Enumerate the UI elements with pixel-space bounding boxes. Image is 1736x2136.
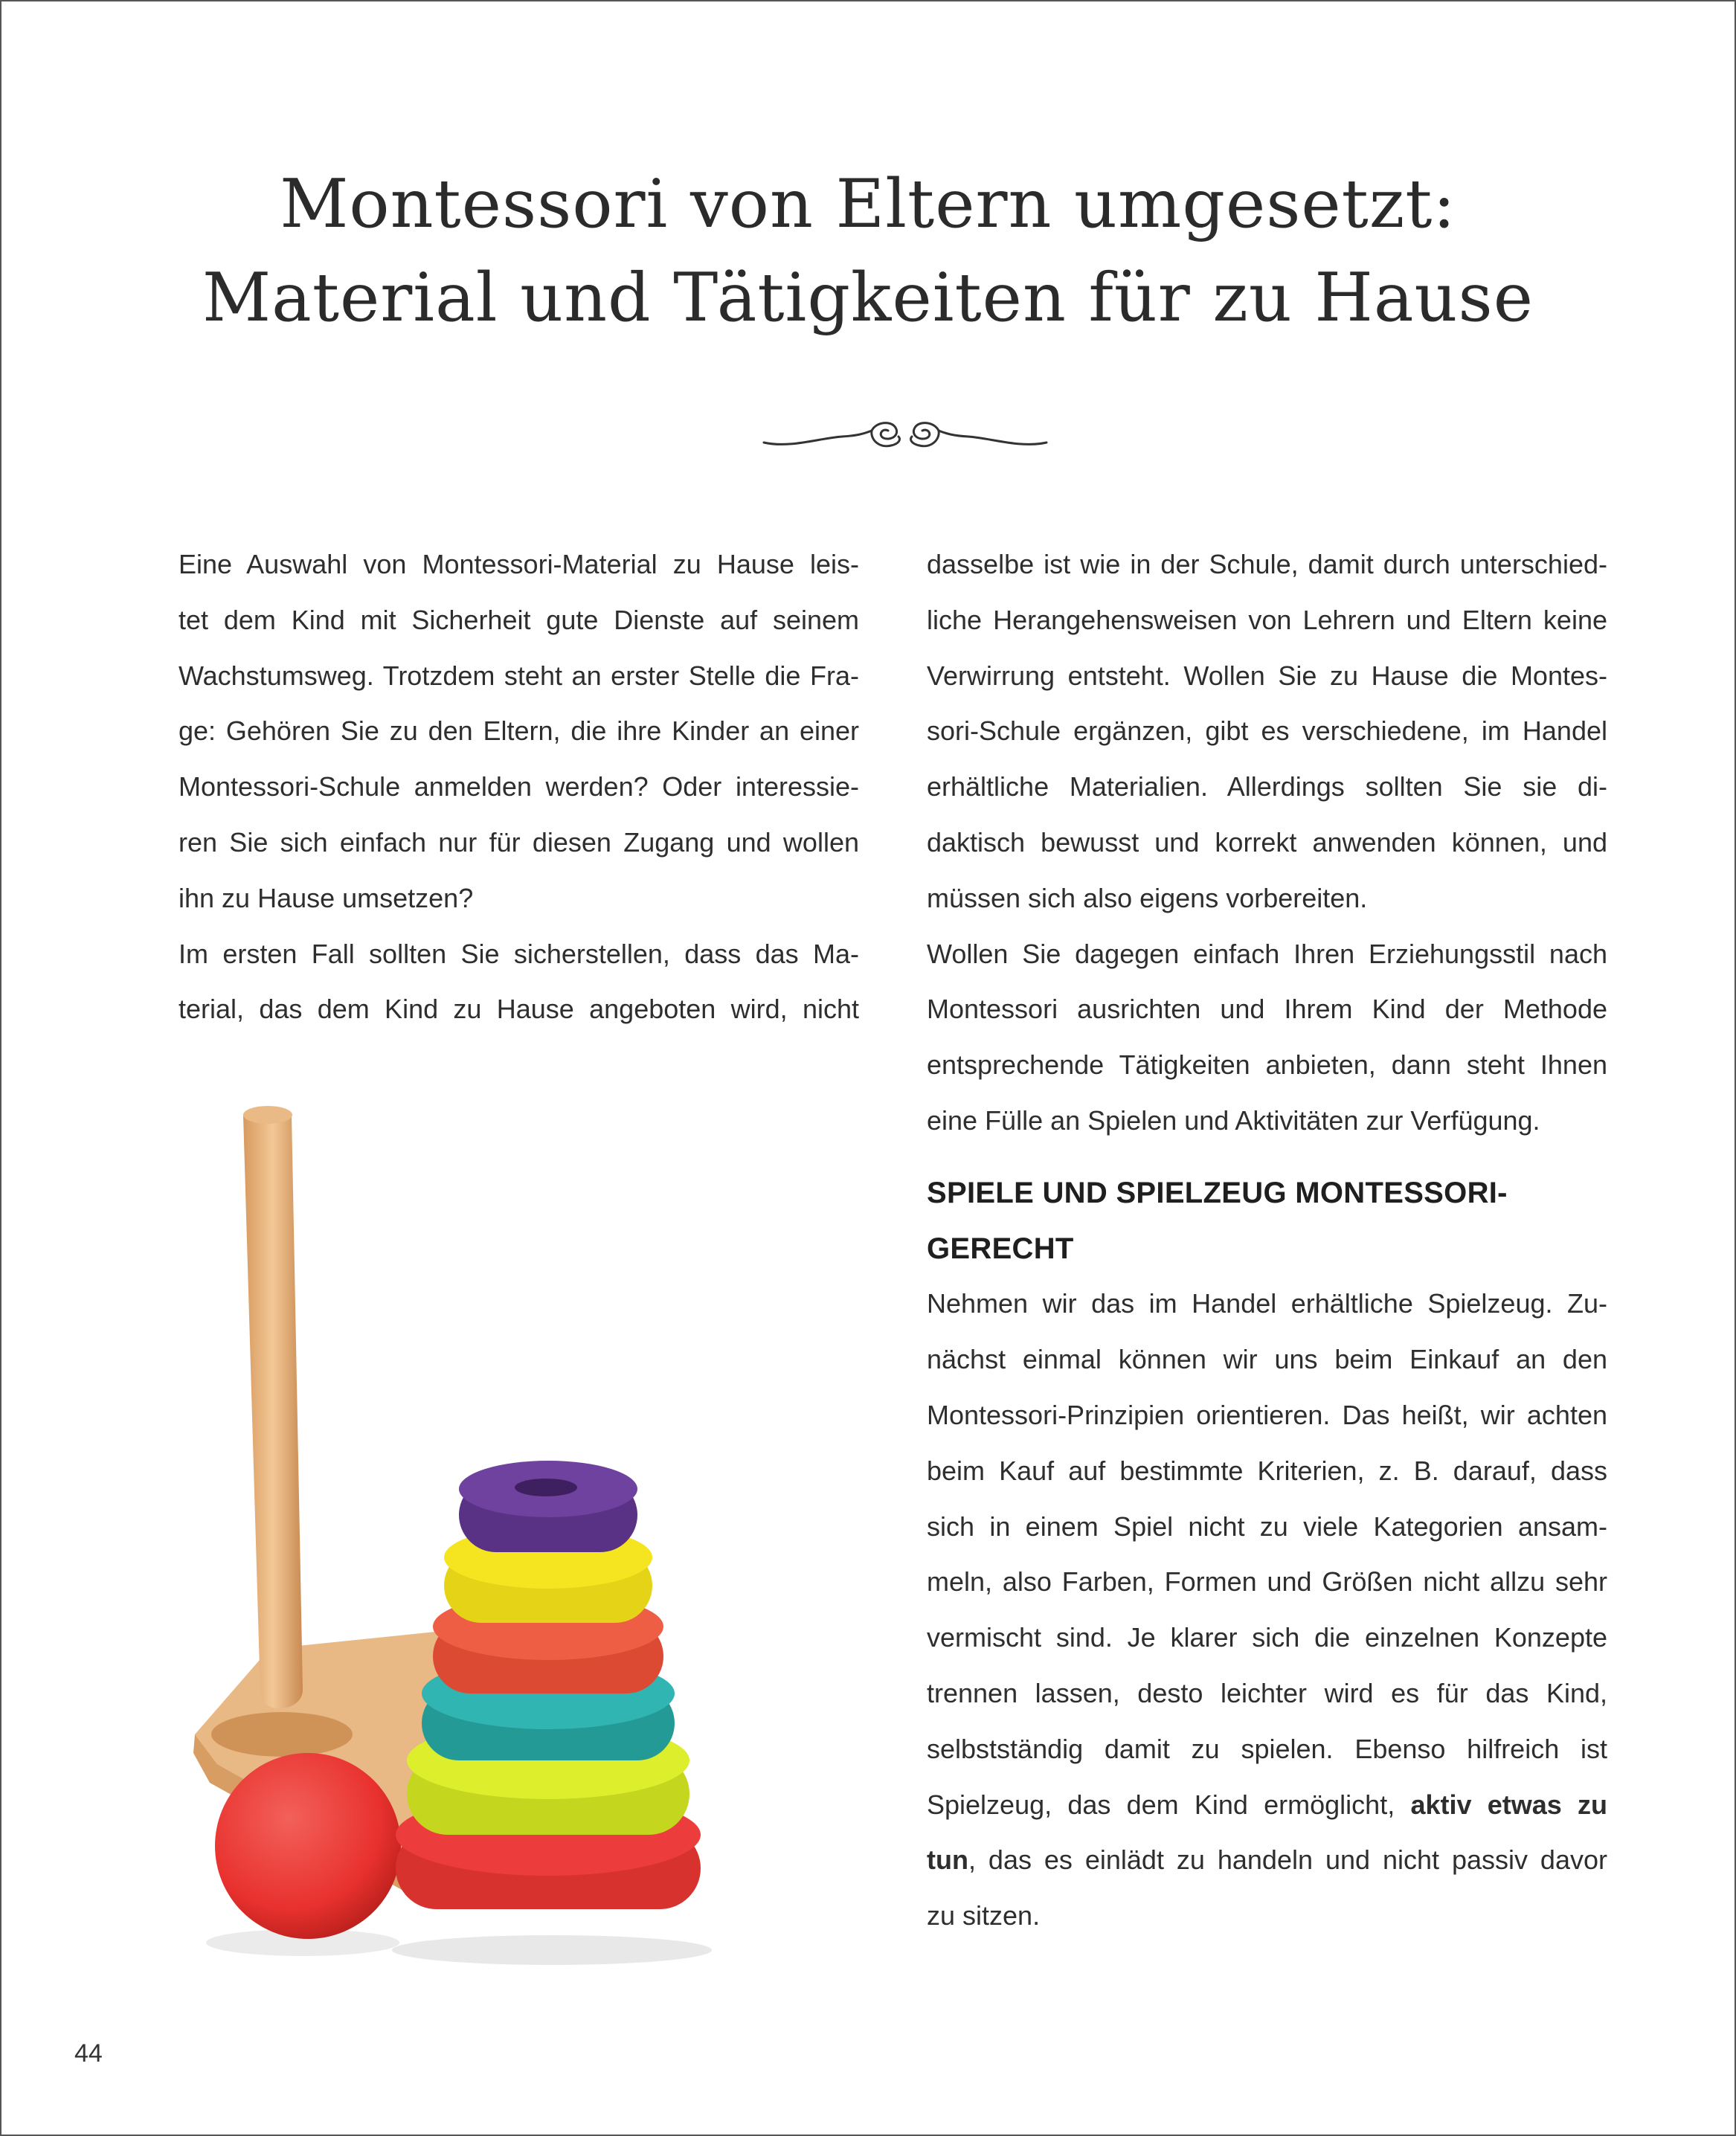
text-line: Wollen Sie dagegen einfach Ihren Erziehungsstil nach: [927, 938, 1607, 969]
title-line-1: Montessori von Eltern umgesetzt:: [280, 165, 1456, 243]
bold-text-run: tun: [927, 1844, 968, 1876]
text-line: Montessori ausrichten und Ihrem Kind der Methode: [927, 994, 1607, 1025]
text-line: müssen sich also eigens vorbereiten.: [927, 882, 1368, 913]
text-line: tet dem Kind mit Sicherheit gute Dienste auf seinem: [179, 604, 859, 635]
ring-purple: [459, 1461, 637, 1552]
text-line: meln, also Farben, Formen und Größen nicht allzu sehr: [927, 1566, 1607, 1598]
text-line: entsprechende Tätigkeiten anbieten, dann steht Ihnen: [927, 1049, 1607, 1081]
title-line-2: Material und Tätigkeiten für zu Hause: [202, 259, 1534, 337]
bold-text-run: aktiv etwas zu: [1410, 1789, 1607, 1820]
page-title: [1, 158, 1735, 345]
text-run: Spielzeug, das dem Kind ermöglicht,: [927, 1789, 1411, 1820]
scroll-flourish-icon: [760, 414, 1050, 459]
text-line: Nehmen wir das im Handel erhältliche Spielzeug. Zu-: [927, 1288, 1607, 1319]
text-line: selbstständig damit zu spielen. Ebenso hilfreich ist: [927, 1733, 1607, 1764]
text-line: [927, 1778, 1607, 1833]
text-line: sich in einem Spiel nicht zu viele Kategorien ansam-: [927, 1511, 1607, 1542]
text-line: ge: Gehören Sie zu den Eltern, die ihre Kinder an einer: [179, 715, 859, 747]
text-line: Im ersten Fall sollten Sie sicherstellen, dass das Ma-: [179, 938, 859, 969]
text-line: zu sitzen.: [927, 1900, 1041, 1931]
text-line: Verwirrung entsteht. Wollen Sie zu Hause die Montes-: [927, 660, 1607, 691]
text-line: eine Fülle an Spielen und Aktivitäten zur Verfügung.: [927, 1104, 1540, 1136]
text-run: , das es einlädt zu handeln und nicht passiv davor: [968, 1844, 1607, 1876]
text-line: vermischt sind. Je klarer sich die einzelnen Konzepte: [927, 1622, 1607, 1653]
text-line: liche Herangehensweisen von Lehrern und Eltern keine: [927, 604, 1607, 635]
stacking-ring-toy-photo: [180, 1095, 835, 1972]
text-line: ihn zu Hause umsetzen?: [179, 882, 474, 913]
left-text-column: [179, 537, 859, 1038]
text-line: ren Sie sich einfach nur für diesen Zugang und wollen: [179, 826, 859, 858]
text-line: [927, 1833, 1607, 1888]
text-line: beim Kauf auf bestimmte Kriterien, z. B. darauf, dass: [927, 1455, 1607, 1486]
text-line: erhältliche Materialien. Allerdings sollten Sie sie di-: [927, 771, 1607, 802]
text-line: nächst einmal können wir uns beim Einkauf an den: [927, 1344, 1607, 1375]
right-text-column: [927, 537, 1607, 1944]
text-line: Eine Auswahl von Montessori-Material zu Hause leis-: [179, 549, 859, 579]
ring-stack: [396, 1461, 701, 1909]
text-line: sori-Schule ergänzen, gibt es verschiedene, im Handel: [927, 715, 1607, 747]
text-line: terial, das dem Kind zu Hause angeboten wird, nicht: [179, 994, 859, 1025]
section-heading-line-1: SPIELE UND SPIELZEUG MONTESSORI-: [927, 1176, 1508, 1209]
page-number: 44: [74, 2039, 103, 2068]
text-line: trennen lassen, desto leichter wird es für das Kind,: [927, 1677, 1607, 1708]
text-line: Montessori-Prinzipien orientieren. Das heißt, wir achten: [927, 1399, 1607, 1430]
text-line: Montessori-Schule anmelden werden? Oder interessie-: [179, 771, 859, 802]
text-line: daktisch bewusst und korrekt anwenden können, und: [927, 826, 1607, 858]
section-heading-line-2: GERECHT: [927, 1232, 1074, 1265]
text-line: dasselbe ist wie in der Schule, damit durch unterschied-: [927, 549, 1607, 579]
text-line: Wachstumsweg. Trotzdem steht an erster Stelle die Fra-: [179, 660, 859, 691]
